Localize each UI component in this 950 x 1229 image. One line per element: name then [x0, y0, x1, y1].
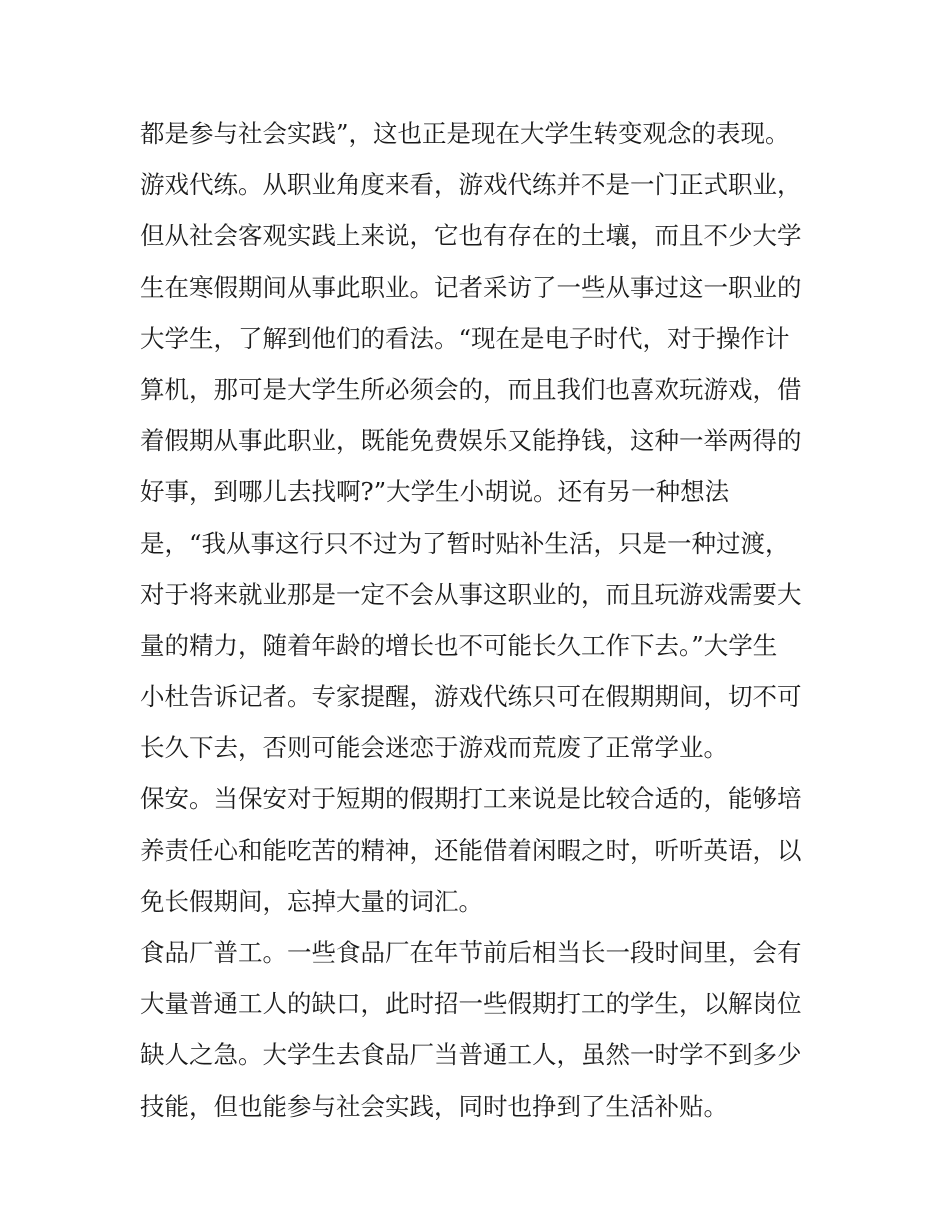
- text-line: 免长假期间，忘掉大量的词汇。: [140, 886, 483, 916]
- text-line: 食品厂普工。一些食品厂在年节前后相当长一段时间里，会有: [140, 938, 802, 967]
- text-line: 好事，到哪儿去找啊?”大学生小胡说。还有另一种想法: [140, 477, 730, 507]
- text-line: 算机，那可是大学生所必须会的，而且我们也喜欢玩游戏，借: [140, 374, 802, 404]
- text-line: 养责任心和能吃苦的精神，还能借着闲暇之时，听听英语，以: [140, 835, 802, 865]
- text-line: 保安。当保安对于短期的假期打工来说是比较合适的，能够培: [140, 784, 802, 814]
- text-line: 游戏代练。从职业角度来看，游戏代练并不是一门正式职业，: [140, 170, 802, 200]
- text-line: 技能，但也能参与社会实践，同时也挣到了生活补贴。: [140, 1091, 728, 1121]
- text-line: 对于将来就业那是一定不会从事这职业的，而且玩游戏需要大: [140, 579, 802, 609]
- body-text: [140, 108, 820, 1132]
- text-line: 是，“我从事这行只不过为了暂时贴补生活，只是一种过渡，: [140, 528, 790, 558]
- text-line: 缺人之急。大学生去食品厂当普通工人，虽然一时学不到多少: [140, 1040, 802, 1070]
- text-line: 但从社会客观实践上来说，它也有存在的土壤，而且不少大学: [140, 221, 802, 251]
- text-line: 量的精力，随着年龄的增长也不可能长久工作下去。”大学生: [140, 630, 778, 660]
- text-line: 大学生，了解到他们的看法。“现在是电子时代，对于操作计: [140, 323, 790, 353]
- text-line: 生在寒假期间从事此职业。记者采访了一些从事过这一职业的: [140, 272, 802, 302]
- text-line: 都是参与社会实践”，这也正是现在大学生转变观念的表现。: [140, 119, 790, 148]
- text-line: 着假期从事此职业，既能免费娱乐又能挣钱，这种一举两得的: [140, 426, 802, 456]
- text-line: 长久下去，否则可能会迷恋于游戏而荒废了正常学业。: [140, 733, 728, 763]
- text-line: 小杜告诉记者。专家提醒，游戏代练只可在假期期间，切不可: [140, 682, 802, 712]
- text-line: 大量普通工人的缺口，此时招一些假期打工的学生，以解岗位: [140, 989, 802, 1019]
